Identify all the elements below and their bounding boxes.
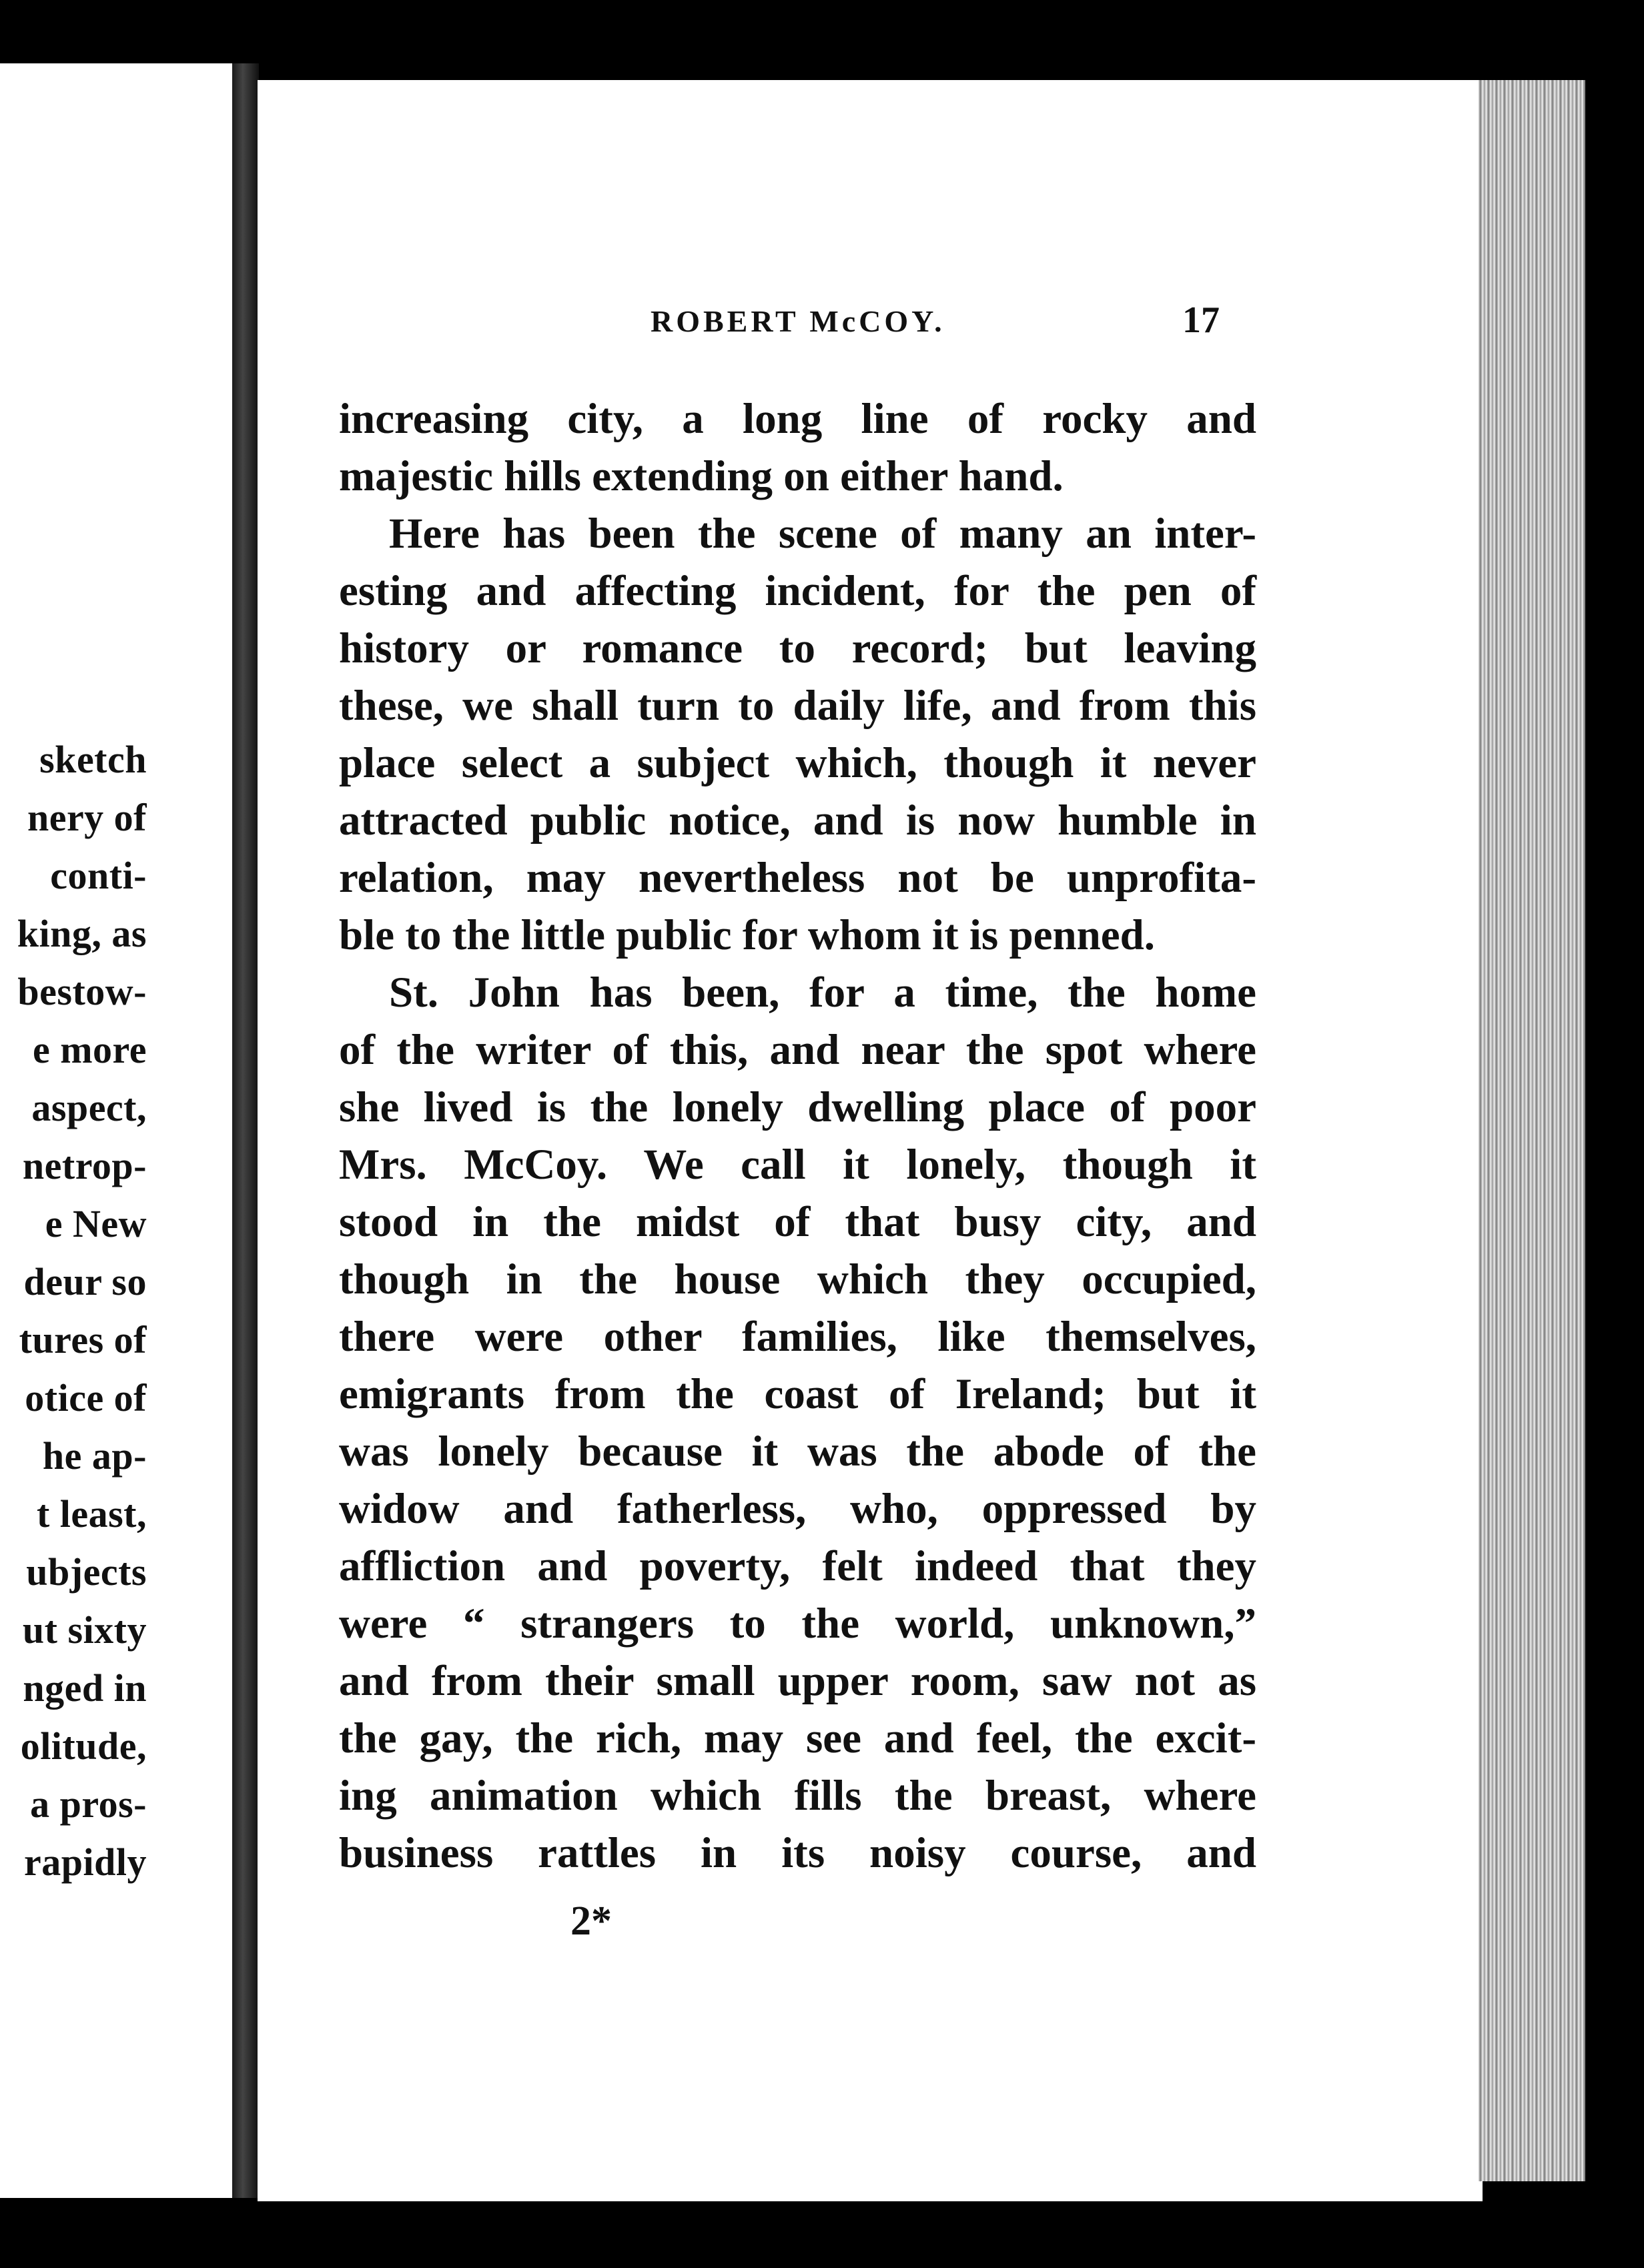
left-line: tures of [19, 1318, 147, 1361]
text-line: though in the house which they occupied, [339, 1255, 1256, 1303]
left-line: e more [33, 1028, 147, 1071]
text-line: relation, may nevertheless not be unprofita- [339, 854, 1256, 902]
text-line: ble to the little public for whom it is penned. [339, 911, 1156, 959]
left-line: otice of [25, 1376, 147, 1420]
text-line: there were other families, like themselves, [339, 1313, 1256, 1361]
text-line: the gay, the rich, may see and feel, the excit- [339, 1714, 1256, 1762]
text-line: she lived is the lonely dwelling place of poor [339, 1083, 1256, 1131]
running-title: ROBERT McCOY. [651, 304, 945, 338]
text-line: Mrs. McCoy. We call it lonely, though it [339, 1141, 1256, 1189]
left-line: he ap- [42, 1434, 147, 1478]
left-line: nery of [27, 796, 147, 839]
text-line: place select a subject which, though it never [339, 739, 1256, 787]
left-line: a pros- [30, 1782, 147, 1826]
left-line: olitude, [20, 1724, 147, 1768]
left-line: e New [45, 1202, 147, 1245]
left-line: ut sixty [22, 1608, 147, 1652]
left-line: king, as [17, 912, 147, 955]
text-line: was lonely because it was the abode of the [339, 1428, 1256, 1476]
left-line: netrop- [22, 1144, 147, 1187]
text-line: majestic hills extending on either hand. [339, 452, 1064, 500]
text-line: history or romance to record; but leaving [339, 624, 1256, 672]
left-line: bestow- [17, 970, 147, 1013]
text-line: of the writer of this, and near the spot where [339, 1026, 1256, 1074]
left-line: t least, [36, 1492, 147, 1536]
signature-mark: 2* [570, 1898, 612, 1944]
text-line: affliction and poverty, felt indeed that they [339, 1542, 1256, 1590]
left-line: ubjects [26, 1550, 147, 1594]
text-line: were “ strangers to the world, unknown,” [339, 1600, 1256, 1648]
left-line: rapidly [24, 1840, 147, 1884]
text-line: widow and fatherless, who, oppressed by [339, 1485, 1256, 1533]
text-line: esting and affecting incident, for the pen of [339, 567, 1256, 615]
page-number: 17 [1182, 300, 1220, 341]
left-line: nged in [23, 1666, 147, 1710]
text-line: St. John has been, for a time, the home [389, 969, 1256, 1017]
book-gutter [232, 63, 259, 2198]
text-line: business rattles in its noisy course, and [339, 1829, 1256, 1877]
text-line: stood in the midst of that busy city, and [339, 1198, 1256, 1246]
text-line: increasing city, a long line of rocky and [339, 395, 1256, 443]
left-line: sketch [39, 738, 147, 781]
text-line: ing animation which fills the breast, where [339, 1772, 1256, 1820]
text-line: Here has been the scene of many an inter- [389, 510, 1256, 558]
text-line: these, we shall turn to daily life, and from this [339, 682, 1256, 730]
left-line: deur so [23, 1260, 147, 1303]
text-line: emigrants from the coast of Ireland; but it [339, 1370, 1256, 1418]
text-line: and from their small upper room, saw not as [339, 1657, 1256, 1705]
left-line: conti- [50, 854, 147, 897]
page-edges [1479, 80, 1585, 2181]
left-line: aspect, [31, 1086, 147, 1129]
text-line: attracted public notice, and is now humble in [339, 796, 1256, 844]
